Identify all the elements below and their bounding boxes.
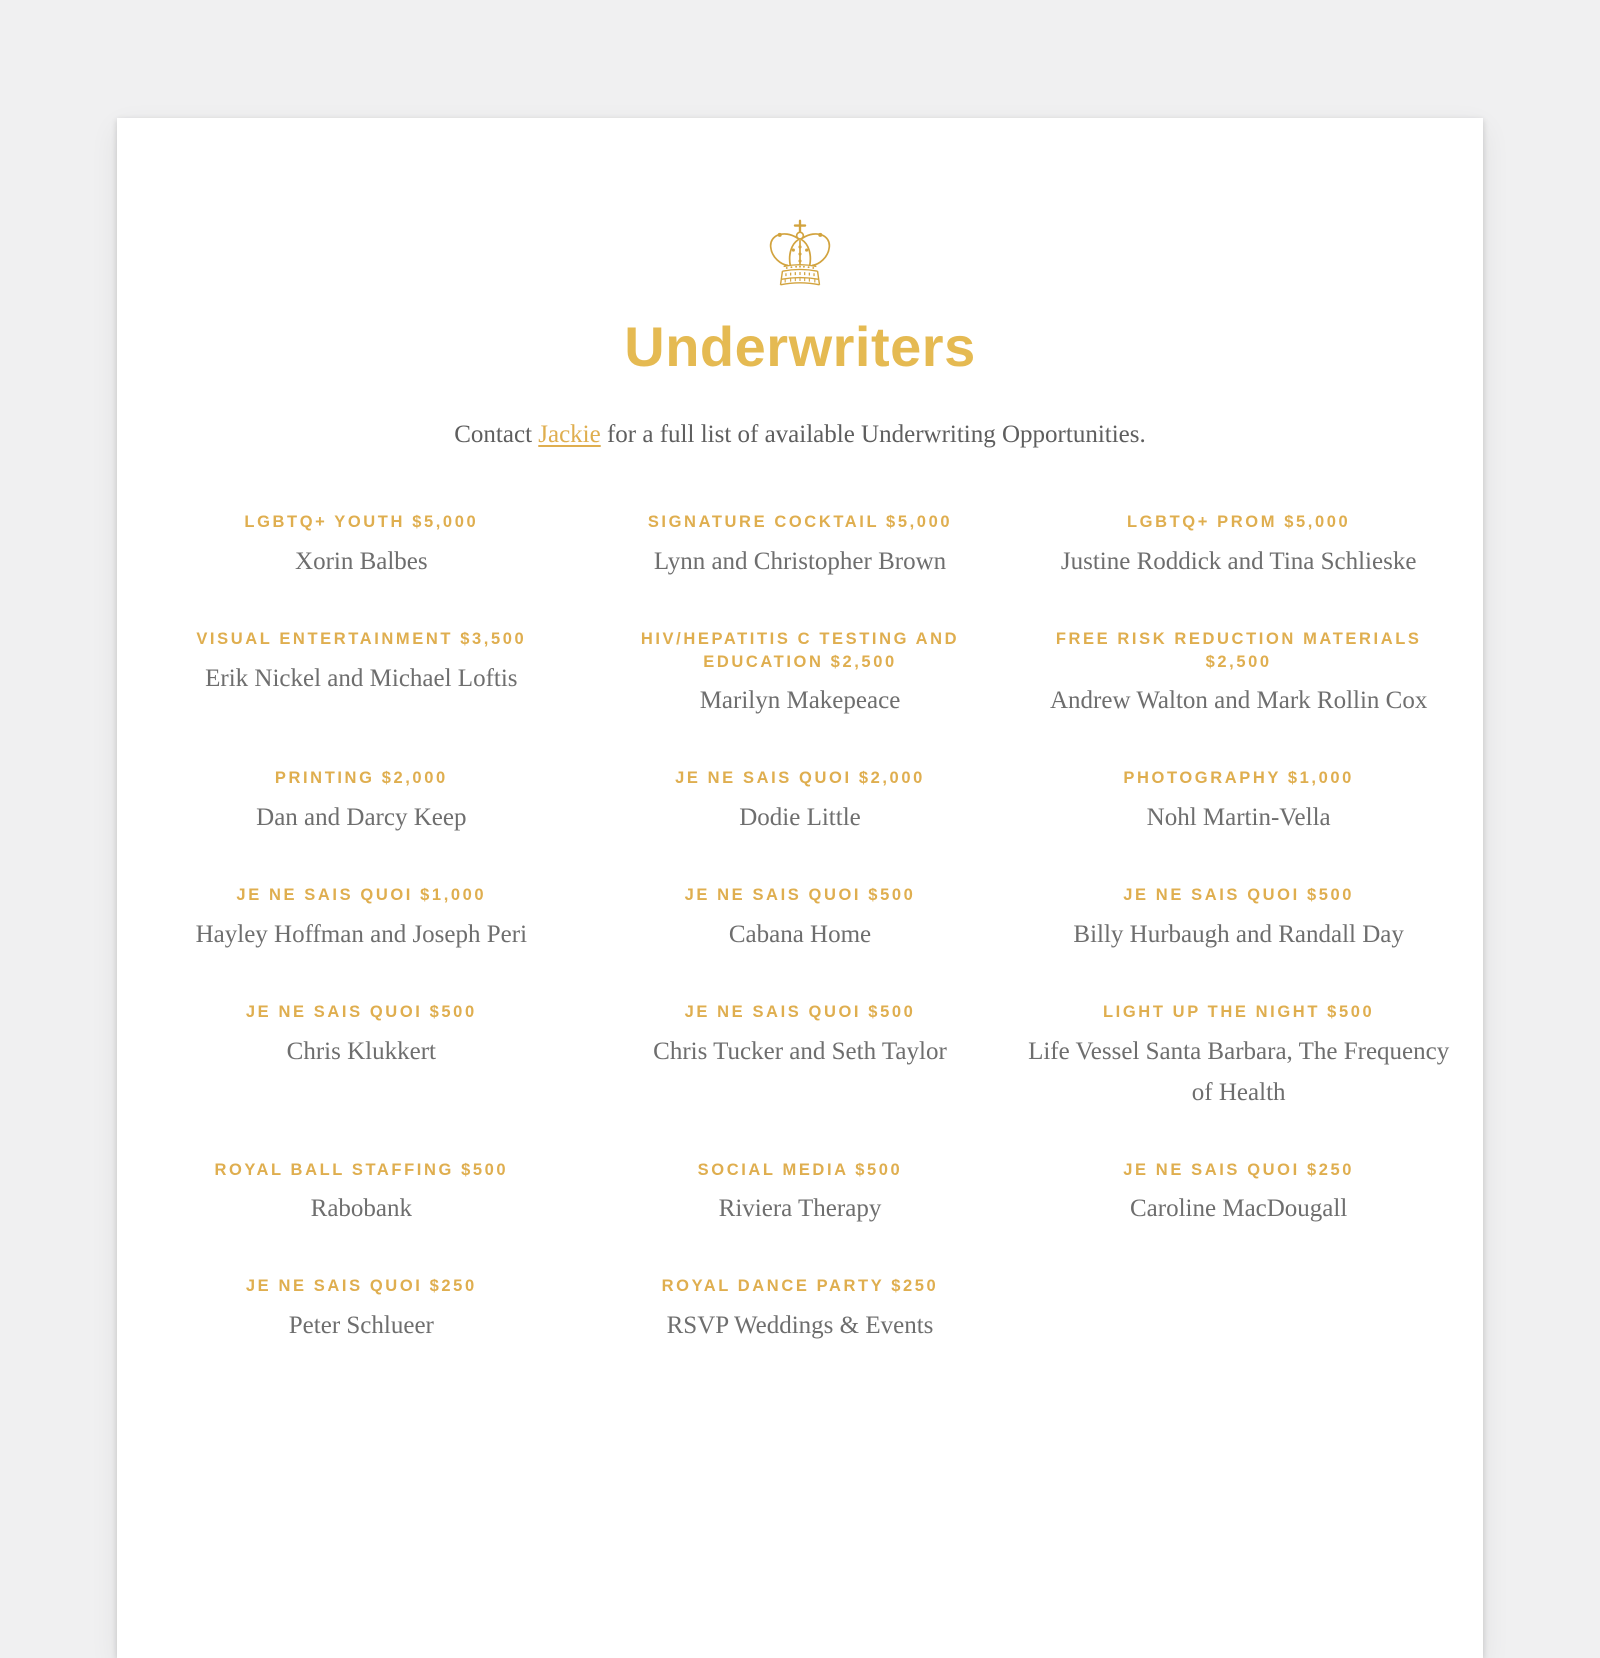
underwriter-category: JE NE SAIS QUOI $2,000: [675, 769, 925, 788]
underwriter-name: Nohl Martin-Vella: [1146, 804, 1331, 832]
underwriter-item: [149, 628, 574, 699]
contact-line: [149, 421, 1451, 449]
underwriter-category: ROYAL BALL STAFFING $500: [214, 1160, 509, 1179]
underwriter-item: [1026, 511, 1451, 582]
underwriter-name: Caroline MacDougall: [1130, 1195, 1348, 1223]
underwriter-item: [588, 1001, 1013, 1072]
underwriter-category: JE NE SAIS QUOI $250: [245, 1277, 477, 1296]
underwriter-category: JE NE SAIS QUOI $500: [245, 1002, 477, 1021]
underwriter-name: Hayley Hoffman and Joseph Peri: [195, 920, 528, 948]
underwriter-name: Peter Schlueer: [288, 1312, 434, 1340]
underwriter-item: [588, 767, 1013, 838]
underwriter-category: JE NE SAIS QUOI $1,000: [236, 886, 487, 905]
underwriter-item: [1026, 628, 1451, 722]
contact-prefix: Contact: [454, 421, 539, 448]
underwriter-category: ROYAL DANCE PARTY $250: [661, 1277, 939, 1296]
underwriter-category: JE NE SAIS QUOI $500: [684, 886, 916, 905]
underwriter-name: Justine Roddick and Tina Schlieske: [1060, 547, 1417, 575]
crown-icon: [149, 218, 1451, 290]
underwriter-category: LGBTQ+ PROM $5,000: [1126, 513, 1351, 531]
underwriter-name: Marilyn Makepeace: [699, 687, 901, 715]
contact-suffix: for a full list of available Underwriting Opportunities.: [600, 421, 1146, 448]
underwriter-name: Billy Hurbaugh and Randall Day: [1073, 920, 1404, 948]
underwriter-category: SIGNATURE COCKTAIL $5,000: [647, 513, 953, 531]
underwriter-item: [149, 511, 574, 582]
underwriter-category: VISUAL ENTERTAINMENT $3,500: [196, 629, 527, 648]
underwriter-name: Chris Tucker and Seth Taylor: [653, 1037, 947, 1065]
underwriter-category: PRINTING $2,000: [274, 769, 448, 788]
underwriter-category: JE NE SAIS QUOI $250: [1123, 1160, 1355, 1179]
underwriter-item: [588, 511, 1013, 582]
underwriter-name: Dan and Darcy Keep: [256, 804, 467, 832]
underwriter-category: HIV/HEPATITIS C TESTING AND EDUCATION $2,500: [640, 629, 960, 671]
underwriter-category: JE NE SAIS QUOI $500: [684, 1002, 916, 1021]
underwriter-item: [588, 1159, 1013, 1230]
page-title: Underwriters: [624, 315, 976, 378]
underwriter-item: [149, 884, 574, 955]
underwriter-name: Xorin Balbes: [295, 547, 428, 575]
underwriter-name: Lynn and Christopher Brown: [653, 547, 947, 575]
underwriter-item: [1026, 1159, 1451, 1230]
underwriter-item: [588, 1275, 1013, 1346]
underwriter-item: [588, 884, 1013, 955]
underwriter-category: PHOTOGRAPHY $1,000: [1123, 769, 1354, 788]
underwriter-name: Cabana Home: [728, 920, 872, 948]
underwriter-category: JE NE SAIS QUOI $500: [1123, 886, 1355, 905]
underwriter-category: LIGHT UP THE NIGHT $500: [1103, 1002, 1375, 1021]
contact-link[interactable]: Jackie: [538, 421, 601, 448]
underwriter-item: [1026, 767, 1451, 838]
underwriter-category: FREE RISK REDUCTION MATERIALS $2,500: [1055, 629, 1422, 671]
underwriter-item: [149, 1275, 574, 1346]
underwriter-name: Dodie Little: [739, 804, 861, 832]
underwriter-name: Chris Klukkert: [286, 1037, 436, 1065]
underwriter-item: [149, 1159, 574, 1230]
underwriter-item: [149, 1001, 574, 1072]
underwriter-item: [1026, 1001, 1451, 1113]
underwriter-name: Rabobank: [310, 1195, 413, 1223]
underwriter-category: LGBTQ+ YOUTH $5,000: [244, 513, 479, 531]
underwriter-name: Life Vessel Santa Barbara, The Frequency of Health: [1028, 1037, 1450, 1106]
underwriter-name: RSVP Weddings & Events: [666, 1312, 934, 1340]
underwriter-name: Riviera Therapy: [718, 1195, 882, 1223]
underwriters-grid: [149, 511, 1451, 1346]
page-card: [117, 118, 1483, 1658]
underwriter-name: Erik Nickel and Michael Loftis: [205, 664, 518, 692]
underwriter-category: SOCIAL MEDIA $500: [697, 1160, 903, 1179]
underwriter-item: [1026, 884, 1451, 955]
page-content: [117, 118, 1483, 1346]
underwriter-item: [588, 628, 1013, 722]
underwriter-item: [149, 767, 574, 838]
underwriter-name: Andrew Walton and Mark Rollin Cox: [1049, 687, 1428, 715]
